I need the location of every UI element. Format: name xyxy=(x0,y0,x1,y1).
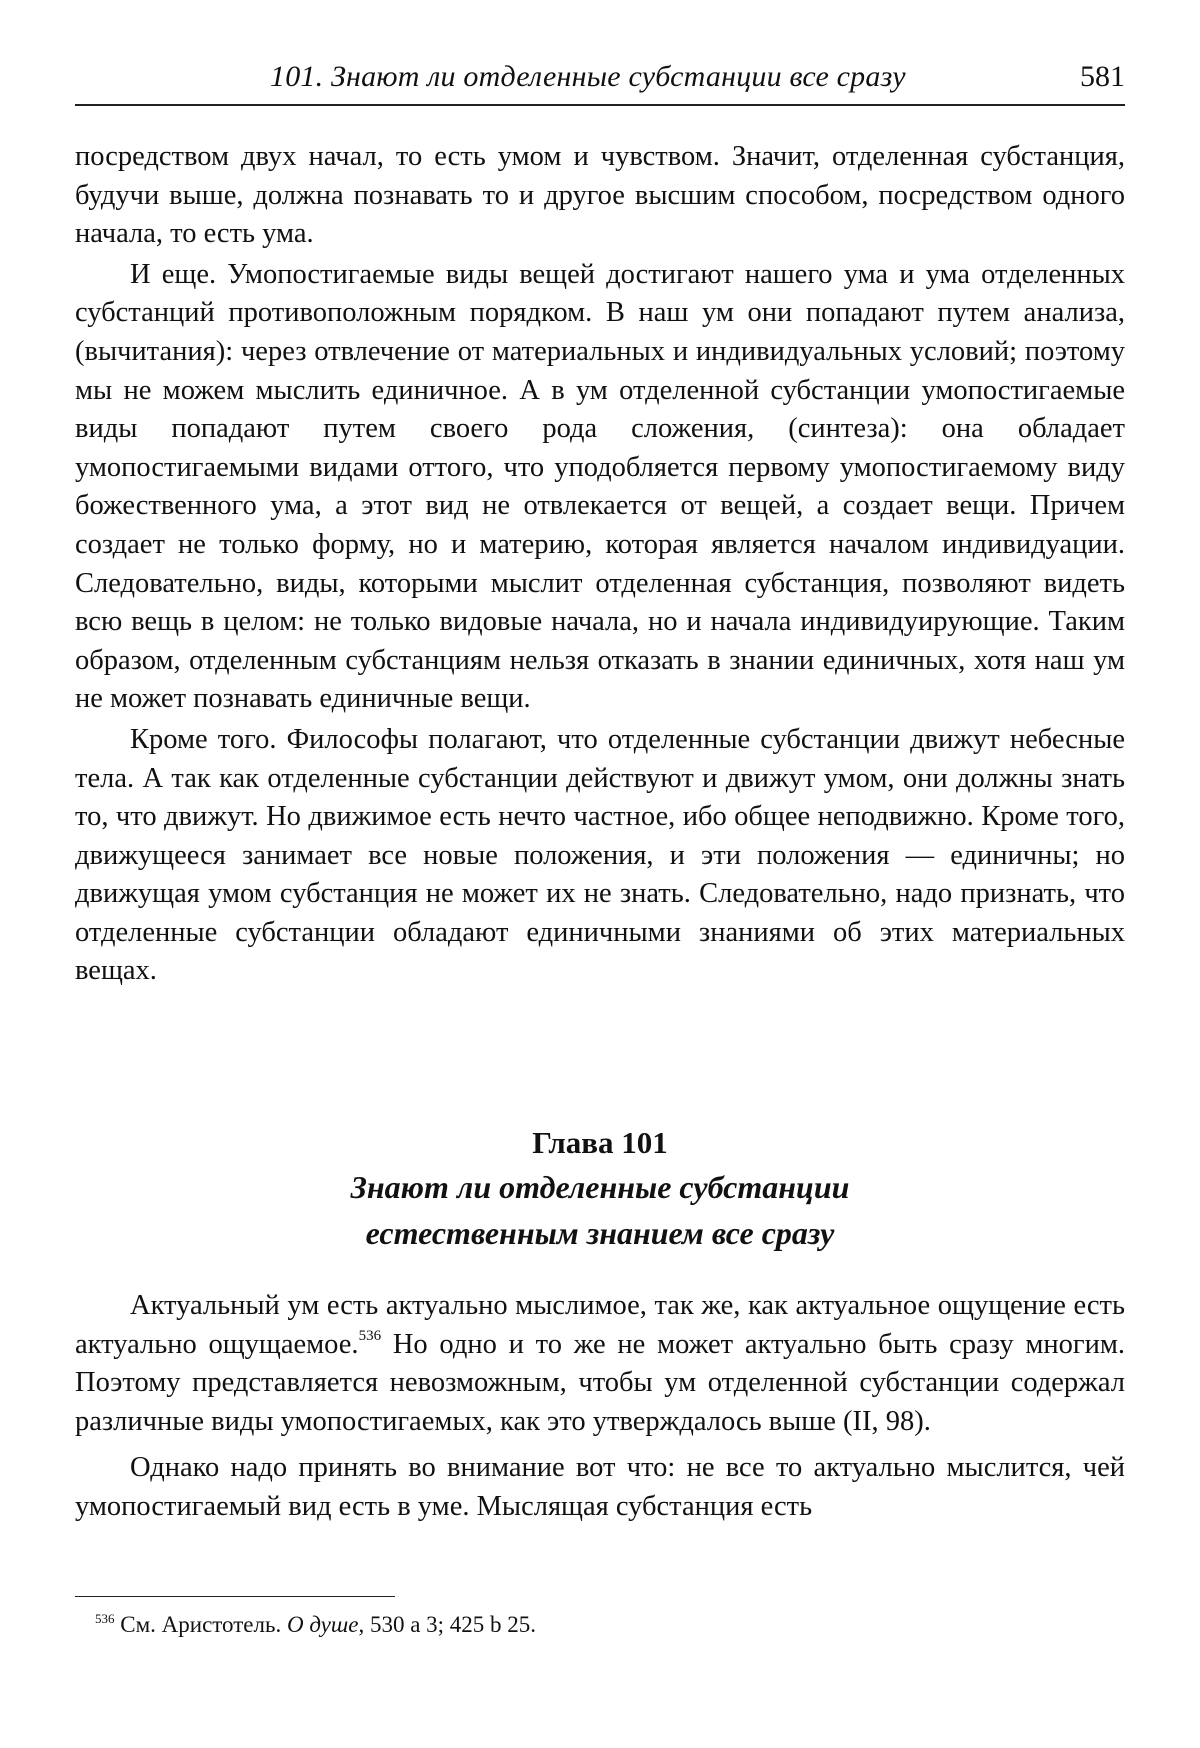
chapter-title-line: Знают ли отделенные субстанции xyxy=(350,1169,850,1205)
header-rule xyxy=(75,104,1125,106)
chapter-heading xyxy=(75,1122,1125,1256)
paragraph: посредством двух начал, то есть умом и чувством. Значит, отделенная субстанция, будучи выше, должна познавать то и другое высшим способом, посредством одного начала, то есть ума. xyxy=(75,141,1125,250)
footnote-text: , 530 а 3; 425 b 25. xyxy=(358,1612,537,1637)
footnote-reference[interactable]: 536 xyxy=(358,1327,382,1344)
running-header-title: 101. Знают ли отделенные субстанции все сразу xyxy=(270,60,906,93)
paragraph: И еще. Умопостигаемые виды вещей достигают нашего ума и ума отделенных субстанций противоположным порядком. В наш ум они попадают путем анализа, (вычитания): через отвлечение от материальных и индивидуальных условий; поэтому мы не можем мыслить единичное. А в ум отделенной субстанции умопостигаемые виды попадают путем своего рода сложения, (синтеза): она обладает умопостигаемыми видами оттого, что уподобляется первому умопостигаемому виду божественного ума, а этот вид не отвлекается от вещей, а создает вещи. Причем создает не только форму, но и материю, которая является началом индивидуации. Следовательно, виды, которыми мыслит отделенная субстанция, позволяют видеть всю вещь в целом: не только видовые начала, но и начала индивидуирующие. Таким образом, отделенным субстанциям нельзя отказать в знании единичных, хотя наш ум не может познавать единичные вещи. xyxy=(75,258,1125,715)
footnote-work-title: О душе xyxy=(286,1612,359,1637)
footnote-number: 536 xyxy=(95,1611,115,1626)
paragraph: Кроме того. Философы полагают, что отделенные субстанции движут небесные тела. А так как отделенные субстанции действуют и движут умом, они должны знать то, что движут. Но движимое есть нечто частное, ибо общее неподвижно. Кроме того, движущееся занимает все новые положения, и эти положения — единичны; но движущая умом субстанция не может их не знать. Следовательно, надо признать, что отделенные субстанции обладают единичными знаниями об этих материальных вещах. xyxy=(75,723,1125,987)
chapter-number: Глава 101 xyxy=(532,1125,668,1160)
running-header xyxy=(75,60,1125,102)
paragraph-text: Актуальный ум есть актуально мыслимое, так же, как актуальное ощущение есть актуально ощущаемое. xyxy=(75,1290,1125,1360)
page-number: 581 xyxy=(1080,60,1125,93)
paragraph: Однако надо принять во внимание вот что: не все то актуально мыслится, чей умопостигаемый вид есть в уме. Мыслящая субстанция есть xyxy=(75,1452,1125,1522)
footnote-text: См. Аристотель. xyxy=(114,1612,287,1637)
footnote xyxy=(95,1610,1095,1640)
paragraph-text: Но одно и то же не может актуально быть сразу многим. Поэтому представляется невозможным, чтобы ум отделенной субстанции содержал различные виды умопостигаемых, как это утверждалось выше (II, 98). xyxy=(75,1328,1125,1437)
body-text-top xyxy=(75,138,1125,991)
body-text-bottom xyxy=(75,1287,1125,1527)
chapter-title-line: естественным знанием все сразу xyxy=(365,1215,835,1251)
footnote-rule xyxy=(75,1596,395,1597)
paragraph xyxy=(75,1287,1125,1441)
